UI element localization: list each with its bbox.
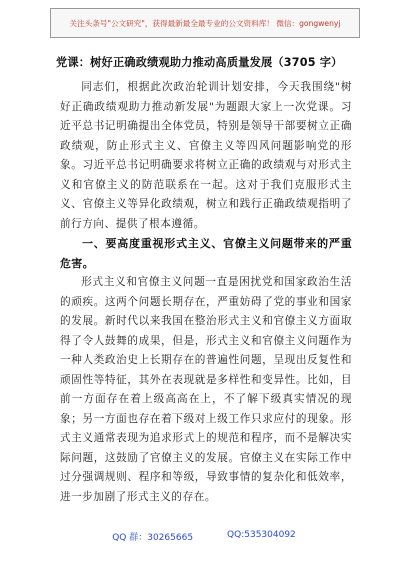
footer-qq: QQ:535304092 xyxy=(227,530,296,540)
document-body xyxy=(60,78,352,507)
footer xyxy=(0,530,408,550)
header-banner xyxy=(50,8,360,38)
intro-paragraph: 同志们，根据此次政治轮训计划安排，今天我围绕"树好正确政绩观助力推动新发展"为题跟大家上一次党课。习近平总书记明确提出全体党员，特别是领导干部要树立正确政绩观，防止形式主义、官僚主义等四风问题影响党的形象。习近平总书记明确要求将树立正确的政绩观与对形式主义和官僚主义的防范联系在一起。这对于我们克服形式主义、官僚主义等异化政绩观，树立和践行正确政绩观指明了前行方向、提供了根本遵循。 xyxy=(60,81,352,230)
section-heading: 一、要高度重视形式主义、官僚主义问题带来的严重危害。 xyxy=(60,237,352,270)
footer-qq-group: QQ 群：30265665 xyxy=(112,533,194,543)
section-paragraph: 形式主义和官僚主义问题一直是困扰党和国家政治生活的顽疾。这两个问题长期存在，严重妨碍了党的事业和国家的发展。新时代以来我国在整治形式主义和官僚主义方面取得了令人鼓舞的成果，但是，形式主义和官僚主义问题作为一种人类政治史上长期存在的普遍性问题，呈现出反复性和顽固性等特征，其外在表现就是多样性和变异性。比如，目前一方面存在着上级高高在上，不了解下级真实情况的现象；另一方面也存在着下级对上级工作只求应付的现象。形式主义通常表现为追求形式上的规范和程序，而不是解决实际问题，这鼓励了官僚主义的发展。官僚主义在实际工作中过分强调规则、程序和等级，导致事情的复杂化和低效率，进一步加剧了形式主义的存在。 xyxy=(60,276,352,503)
header-banner-text: 关注头条号"公文研究"，获得最新最全最专业的公文资料库！ 微信：gongwenyj xyxy=(69,18,341,28)
document-title: 党课：树好正确政绩观助力推动高质量发展（3705 字） xyxy=(56,56,343,69)
